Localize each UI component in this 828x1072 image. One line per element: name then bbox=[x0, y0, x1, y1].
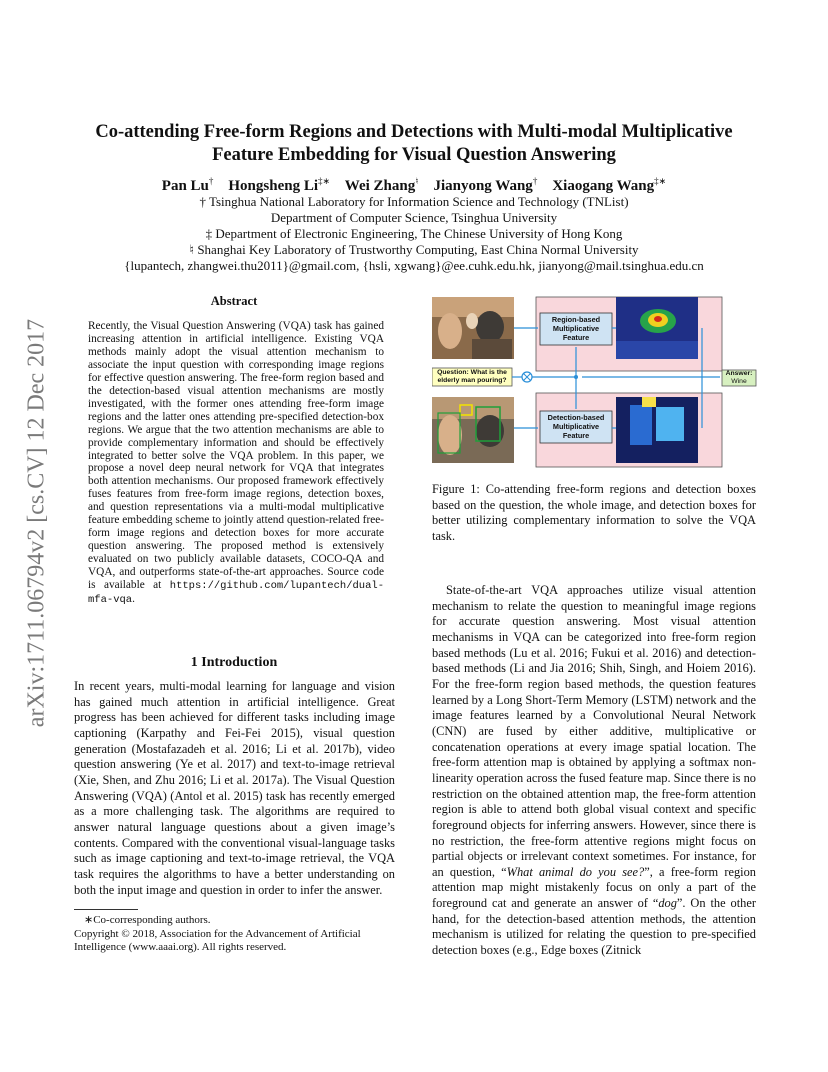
arxiv-sidebar bbox=[22, 283, 52, 763]
section-heading-introduction: 1 Introduction bbox=[190, 655, 278, 670]
region-feature-label: Region-based Multiplicative Feature bbox=[551, 315, 601, 342]
paragraph-text: ”. On the other hand, for the detection-based attention methods, the attention mechanism is utilized for relating the question to pre-specified detection boxes (e.g., Edge boxes (Zitnick bbox=[432, 896, 756, 958]
author: Jianyong Wang† bbox=[433, 176, 538, 194]
abstract-end: . bbox=[132, 593, 135, 606]
author: Pan Lu† bbox=[161, 176, 214, 194]
answer-value: Wine bbox=[731, 378, 747, 385]
footnote bbox=[74, 914, 396, 955]
detection-attention-map bbox=[616, 397, 698, 463]
right-column-paragraph bbox=[432, 583, 756, 959]
affiliation-cs-tsinghua: Department of Computer Science, Tsinghua University bbox=[270, 210, 558, 225]
footnote-rule bbox=[74, 909, 138, 910]
author-emails: {lupantech, zhangwei.thu2011}@gmail.com, {hsli, xgwang}@ee.cuhk.edu.hk, jianyong@mail.tsinghua.edu.cn bbox=[124, 258, 704, 273]
author: Hongsheng Li‡∗ bbox=[228, 176, 331, 194]
title-line-1: Co-attending Free-form Regions and Detections with Multi-modal Multiplicative bbox=[95, 122, 733, 142]
input-image-bottom bbox=[432, 397, 514, 463]
abstract-body bbox=[88, 320, 384, 607]
paper-title bbox=[60, 121, 768, 167]
answer-label bbox=[722, 370, 756, 386]
author: Xiaogang Wang‡∗ bbox=[552, 176, 667, 194]
question-label: Question: What is the elderly man pouring? bbox=[437, 369, 507, 384]
detection-feature-label: Detection-based Multiplicative Feature bbox=[547, 413, 605, 440]
input-image-top bbox=[432, 297, 514, 359]
author: Wei Zhang♮ bbox=[344, 176, 419, 194]
code-link[interactable]: https://github.com/lupantech/dual-mfa-vqa bbox=[88, 580, 385, 607]
abstract-heading: Abstract bbox=[210, 294, 258, 308]
example-question: What animal do you see? bbox=[506, 864, 645, 879]
affiliation-ecnu: ♮ Shanghai Key Laboratory of Trustworthy Computing, East China Normal University bbox=[189, 242, 639, 257]
paragraph-text: State-of-the-art VQA approaches utilize visual attention mechanism to relate the question to meaningful image regions for accurate question answering. Most visual attention mechanisms in VQA can be categorized into free-form region based methods (Lu et al. 2016; Fukui et al. 2016) and detection-based methods (Li and Jia 2016; Shih, Singh, and Hoiem 2016). For the free-form region based methods, the question features learned by a Long Short-Term Memory (LSTM) network and the image features learned by a Convolutional Neural Network (CNN) are fused by either additive, multiplicative or concatenation operations at every image spatial location. The free-form attention map is obtained by applying a softmax non-linearity operation across the fused feature map. Since there is no restriction on the obtained attention map, the free-form attention region is able to attend both global visual context and specific foreground objects for inferring answers. However, since there is no restriction, the free-form attentive regions might focus on partial objects or irrelevant context sometimes. For instance, for an question, “ bbox=[432, 583, 756, 879]
copyright-note: Copyright © 2018, Association for the Advancement of Artificial Intelligence (www.aaai.org). All rights reserved. bbox=[74, 927, 361, 953]
answer-label-text: Answer: bbox=[725, 370, 753, 377]
corresponding-note: ∗Co-corresponding authors. bbox=[84, 914, 211, 926]
affiliation-tnlist: † Tsinghua National Laboratory for Information Science and Technology (TNList) bbox=[199, 194, 629, 209]
region-attention-map bbox=[616, 297, 698, 359]
abstract-text: Recently, the Visual Question Answering (VQA) task has gained increasing attention in artificial intelligence. Existing VQA methods mainly adopt the visual attention mechanism to associate the input question with corresponding image regions for effective question answering. The free-form region based and the detection-based visual attention mechanisms are mostly investigated, with the former ones attending free-form image regions and the latter ones attending pre-specified detection-box regions. We argue that the two attention mechanisms are able to provide complementary information and should be effectively integrated to better solve the VQA problem. In this paper, we propose a novel deep neural network for VQA that integrates both attention mechanisms. Our proposed framework effectively fuses features from free-form image regions, detection boxes, and question representations via a multi-modal multiplicative feature embedding scheme to jointly attend question-related free-form image regions and detection boxes for more accurate question answering. The proposed method is extensively evaluated on two publicly available datasets, COCO-QA and VQA, and outperforms state-of-the-art approaches. Source code is available at bbox=[88, 320, 384, 592]
paragraph-text: ”, a free-form region attention map might mistakenly focus on only a part of the foreground cat and generate an answer of “ bbox=[432, 864, 756, 911]
figure-1-caption: Figure 1: Co-attending free-form regions and detection boxes based on the question, the whole image, and detection boxes for better utilizing complementary information to solve the VQA task. bbox=[432, 482, 756, 543]
arxiv-identifier: arXiv:1711.06794v2 [cs.CV] 12 Dec 2017 bbox=[23, 318, 50, 728]
affiliation-cuhk: ‡ Department of Electronic Engineering, The Chinese University of Hong Kong bbox=[205, 226, 623, 241]
author-list bbox=[60, 176, 768, 195]
figure-1 bbox=[432, 293, 758, 468]
title-line-2: Feature Embedding for Visual Question Answering bbox=[212, 145, 616, 165]
introduction-paragraph: In recent years, multi-modal learning for language and vision has gained much attention in artificial intelligence. Great progress has been achieved for different tasks including image captioning (Karpathy and Fei-Fei 2015), visual question generation (Mostafazadeh et al. 2016; Li et al. 2017b), video question answering (Ye et al. 2017) and text-to-image retrieval (Xie, Shen, and Zhu 2016; Li et al. 2017a). The Visual Question Answering (VQA) (Antol et al. 2015) task has recently emerged as a more challenging task. The algorithms are required to answer natural language questions about a given image’s contents. Compared with the conventional visual-language tasks such as image captioning and text-to-image retrieval, the VQA task requires the algorithms to have a better understanding on both the input image and question in order to infer the answer. bbox=[74, 679, 395, 897]
example-answer: dog bbox=[658, 896, 677, 911]
